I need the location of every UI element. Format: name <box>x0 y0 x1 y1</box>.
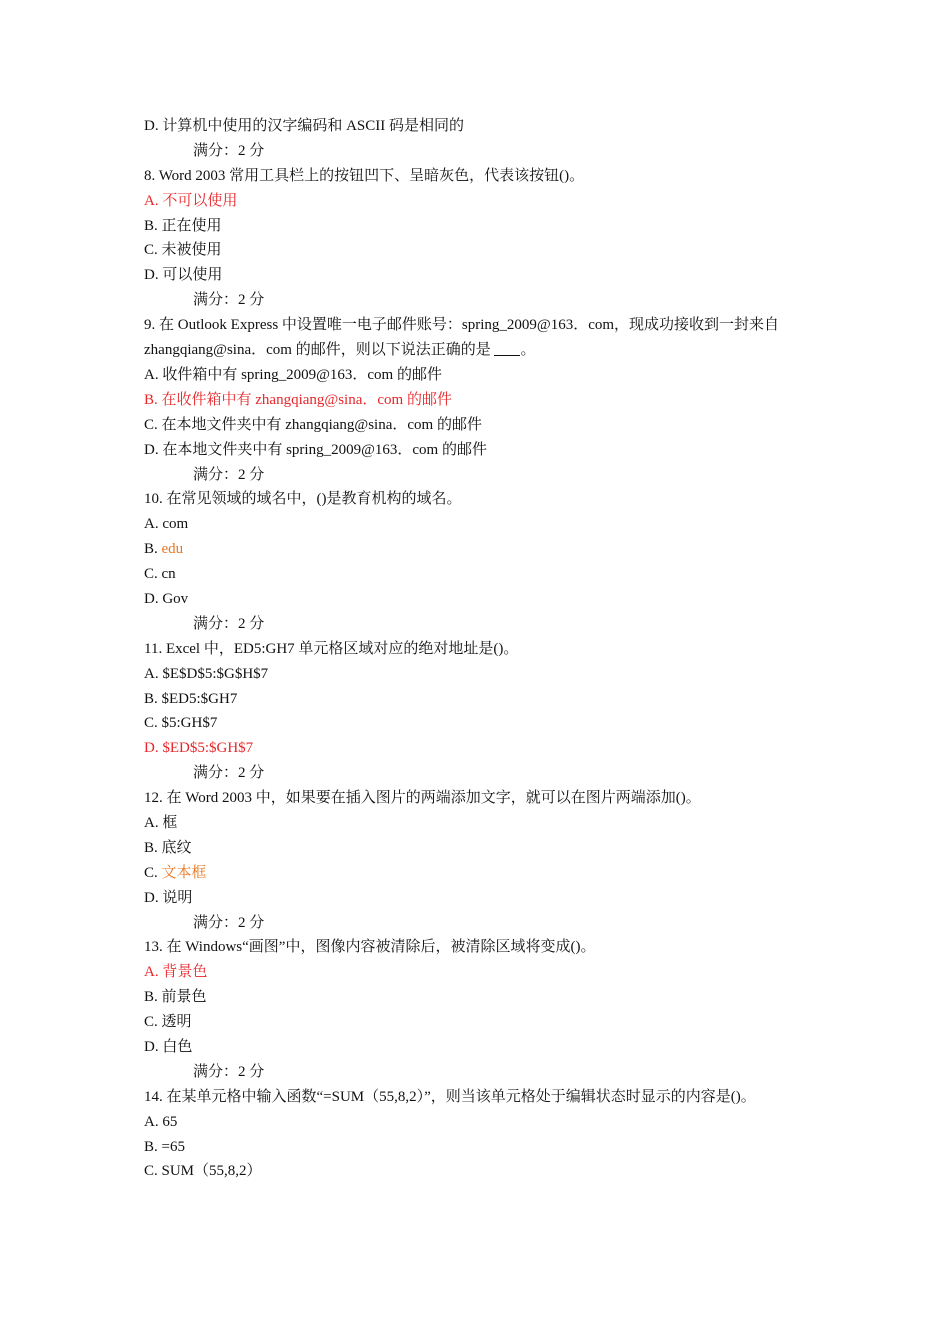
option-line-answer: D. $ED$5:$GH$7 <box>144 740 254 757</box>
question-tail: 。 <box>520 342 536 359</box>
question-line: 11. Excel 中，ED5:GH7 单元格区域对应的绝对地址是()。 <box>144 640 519 657</box>
option-line: D. 计算机中使用的汉字编码和 ASCII 码是相同的 <box>144 118 465 134</box>
question-line <box>144 313 812 363</box>
option-line-answer: A. 背景色 <box>144 964 208 981</box>
option-prefix: C. <box>144 864 162 881</box>
question-line: 14. 在某单元格中输入函数“=SUM（55,8,2）”，则当该单元格处于编辑状态时显示的内容是()。 <box>144 1088 756 1105</box>
option-line-answer <box>144 861 812 886</box>
score-line: 满分：2 分 <box>193 466 265 483</box>
option-line: D. 在本地文件夹中有 spring_2009@163．com 的邮件 <box>144 441 487 458</box>
option-line: A. 框 <box>144 814 178 831</box>
document-body <box>144 114 812 1184</box>
option-line-answer <box>144 537 812 562</box>
option-line: B. 底纹 <box>144 839 192 856</box>
option-line: C. 透明 <box>144 1014 192 1031</box>
option-answer-text: 文本框 <box>161 864 207 881</box>
option-line: D. 可以使用 <box>144 267 223 284</box>
question-text: 9. 在 Outlook Express 中设置唯一电子邮件账号：spring_2009@163．com，现成功接收到一封来自 zhangqiang@sina．com 的邮件，则以下说法正确的是 <box>144 317 780 359</box>
option-line: C. 在本地文件夹中有 zhangqiang@sina．com 的邮件 <box>144 416 482 433</box>
option-line: A. com <box>144 516 189 533</box>
option-line: A. $E$D$5:$G$H$7 <box>144 665 269 682</box>
option-line: D. 说明 <box>144 889 193 906</box>
option-line: D. Gov <box>144 590 189 607</box>
option-line-answer: A. 不可以使用 <box>144 192 238 209</box>
score-line: 满分：2 分 <box>193 765 265 782</box>
option-line: C. cn <box>144 566 176 583</box>
option-line: C. SUM（55,8,2） <box>144 1163 262 1180</box>
option-line: C. 未被使用 <box>144 242 222 259</box>
score-line: 满分：2 分 <box>193 292 265 309</box>
score-line: 满分：2 分 <box>193 914 265 931</box>
question-line: 10. 在常见领域的域名中，()是教育机构的域名。 <box>144 491 462 508</box>
option-line: A. 收件箱中有 spring_2009@163．com 的邮件 <box>144 366 442 383</box>
option-line: A. 65 <box>144 1113 178 1130</box>
option-line: B. $ED5:$GH7 <box>144 690 238 707</box>
option-line-answer: B. 在收件箱中有 zhangqiang@sina．com 的邮件 <box>144 391 452 408</box>
option-line: B. 正在使用 <box>144 217 222 234</box>
option-answer-text: edu <box>161 541 184 558</box>
question-line: 13. 在 Windows“画图”中，图像内容被清除后，被清除区域将变成()。 <box>144 939 596 956</box>
question-line: 12. 在 Word 2003 中，如果要在插入图片的两端添加文字，就可以在图片两端添加()。 <box>144 790 701 807</box>
option-line: C. $5:GH$7 <box>144 715 218 732</box>
score-line: 满分：2 分 <box>193 142 265 159</box>
score-line: 满分：2 分 <box>193 1063 265 1080</box>
score-line: 满分：2 分 <box>193 615 265 632</box>
answer-blank <box>494 341 520 356</box>
option-line: B. =65 <box>144 1138 185 1155</box>
option-prefix: B. <box>144 541 162 558</box>
question-line: 8. Word 2003 常用工具栏上的按钮凹下、呈暗灰色，代表该按钮()。 <box>144 167 585 184</box>
option-line: B. 前景色 <box>144 989 207 1006</box>
option-line: D. 白色 <box>144 1038 193 1055</box>
